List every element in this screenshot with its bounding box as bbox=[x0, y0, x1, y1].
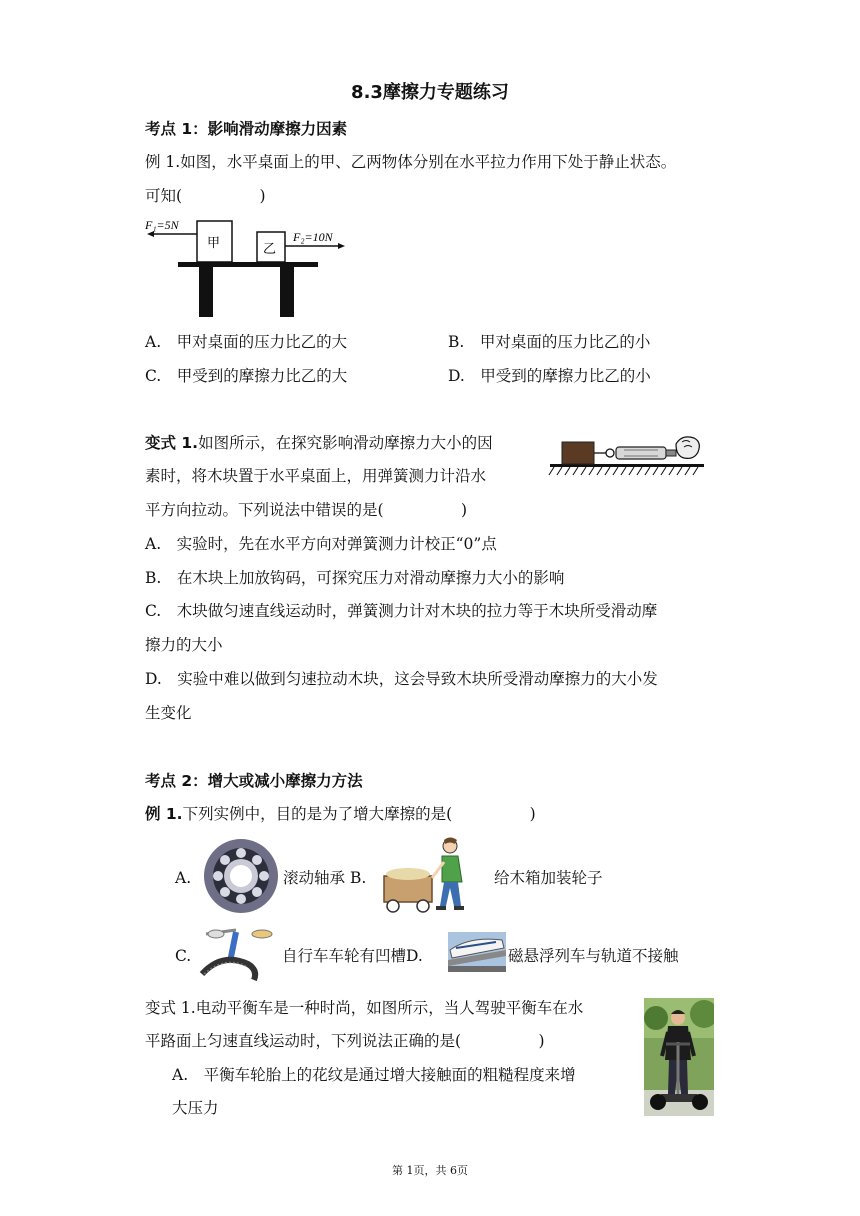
example-1-line-2: 可知( ) bbox=[145, 187, 266, 205]
example-1-option-a: A. 甲对桌面的压力比乙的大 bbox=[145, 333, 348, 351]
option-d-letter: D. bbox=[406, 947, 423, 965]
section-2-example-label: 例 1. bbox=[145, 805, 183, 823]
section-2-variant-option-a: A. 平衡车轮胎上的花纹是通过增大接触面的粗糙程度来增 bbox=[172, 1066, 576, 1084]
balance-car-photo bbox=[644, 998, 714, 1116]
page-title: 8.3摩擦力专题练习 bbox=[351, 82, 509, 103]
block-a-label: 甲 bbox=[207, 236, 221, 251]
section-2-example-stem bbox=[145, 804, 536, 824]
section-2-example-stem-text: 下列实例中，目的是为了增大摩擦的是( ) bbox=[182, 805, 536, 823]
variant-1-option-d: D. 实验中难以做到匀速拉动木块，这会导致木块所受滑动摩擦力的大小发 bbox=[145, 670, 658, 688]
example-1-option-c: C. 甲受到的摩擦力比乙的大 bbox=[145, 367, 348, 385]
page-footer: 第 1页，共 6页 bbox=[392, 1164, 468, 1177]
ball-bearing-image bbox=[201, 836, 281, 916]
maglev-train-image bbox=[448, 932, 506, 972]
option-c-label: 自行车车轮有凹槽 bbox=[282, 947, 407, 965]
variant-1-option-b: B. 在木块上加放钩码，可探究压力对滑动摩擦力大小的影响 bbox=[145, 569, 565, 587]
section-2-variant-line-1: 变式 1.电动平衡车是一种时尚，如图所示，当人驾驶平衡车在水 bbox=[145, 999, 584, 1017]
option-a-text bbox=[283, 868, 366, 888]
option-b-text: 给木箱加装轮子 bbox=[494, 869, 603, 887]
option-b-letter: B. bbox=[349, 869, 367, 887]
option-a-letter: A. bbox=[175, 869, 192, 887]
variant-1-label: 变式 1. bbox=[145, 434, 199, 452]
option-d-text: 磁悬浮列车与轨道不接触 bbox=[508, 947, 679, 965]
spring-scale-figure bbox=[548, 430, 708, 486]
force-2-label: F₂=10N bbox=[293, 230, 333, 244]
option-a-label: 滚动轴承 bbox=[283, 869, 346, 887]
bicycle-wheel-image bbox=[196, 924, 278, 984]
wheeled-box-image bbox=[380, 836, 480, 916]
option-c-text bbox=[282, 946, 423, 966]
variant-1-line-1-text: 如图所示，在探究影响滑动摩擦力大小的因 bbox=[198, 434, 493, 452]
section-2-heading: 考点 2：增大或减小摩擦力方法 bbox=[145, 772, 363, 790]
section-1-heading: 考点 1：影响滑动摩擦力因素 bbox=[145, 120, 348, 138]
variant-1-line-1 bbox=[145, 433, 493, 453]
block-b-label: 乙 bbox=[263, 242, 277, 257]
variant-1-line-2: 素时，将木块置于水平桌面上，用弹簧测力计沿水 bbox=[145, 467, 487, 485]
example-1-option-b: B. 甲对桌面的压力比乙的小 bbox=[448, 333, 651, 351]
force-1-label: F₁=5N bbox=[145, 218, 179, 232]
variant-1-option-a: A. 实验时，先在水平方向对弹簧测力计校正“0”点 bbox=[145, 535, 497, 553]
table-blocks-figure bbox=[145, 212, 355, 318]
variant-1-option-d-cont: 生变化 bbox=[145, 704, 192, 722]
variant-1-line-3: 平方向拉动。下列说法中错误的是( ) bbox=[145, 501, 468, 519]
example-1-option-d: D. 甲受到的摩擦力比乙的小 bbox=[448, 367, 651, 385]
section-2-variant-option-a-cont: 大压力 bbox=[172, 1099, 219, 1117]
option-c-letter: C. bbox=[175, 947, 192, 965]
variant-1-option-c-cont: 擦力的大小 bbox=[145, 636, 223, 654]
section-2-variant-line-2: 平路面上匀速直线运动时，下列说法正确的是( ) bbox=[145, 1032, 545, 1050]
example-1-line-1: 例 1.如图，水平桌面上的甲、乙两物体分别在水平拉力作用下处于静止状态。 bbox=[145, 153, 677, 171]
variant-1-option-c: C. 木块做匀速直线运动时，弹簧测力计对木块的拉力等于木块所受滑动摩 bbox=[145, 602, 658, 620]
